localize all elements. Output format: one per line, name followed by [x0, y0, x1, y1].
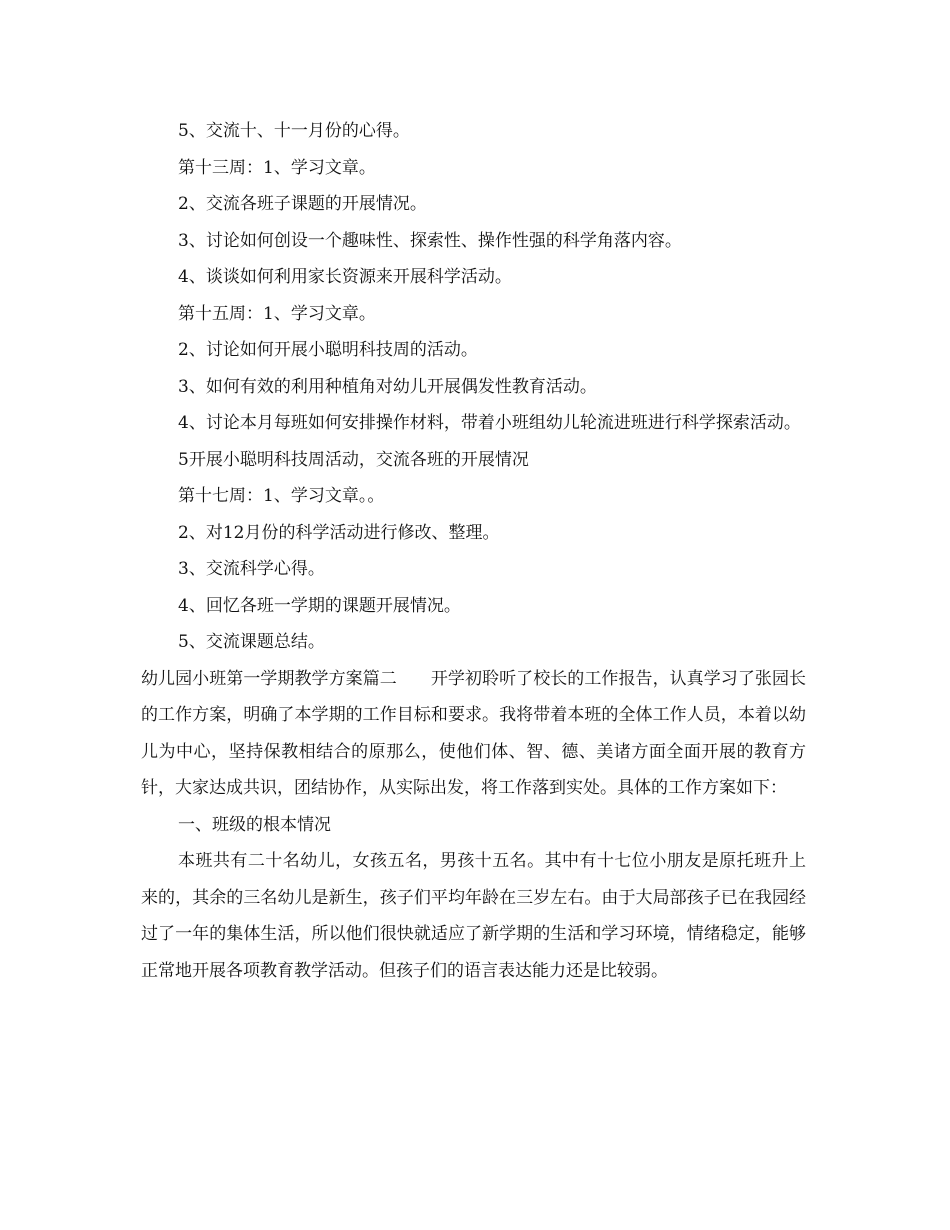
text-line: 4、回忆各班一学期的课题开展情况。 [178, 595, 461, 616]
text-line: 5、交流十、十一月份的心得。 [178, 121, 410, 141]
week-heading: 第十三周：1、学习文章。 [178, 157, 376, 178]
materials-paragraph: 4、讨论本月每班如何安排操作材料，带着小班组幼儿轮流进班进行科学探索活动。 [178, 413, 801, 433]
text-line: 3、如何有效的利用种植角对幼儿开展偶发性教育活动。 [178, 376, 597, 397]
plan-title: 幼儿园小班第一学期教学方案篇二 [141, 668, 397, 689]
section-heading: 一、班级的根本情况 [178, 814, 331, 835]
text-line: 2、交流各班子课题的开展情况。 [178, 194, 427, 214]
plan-paragraph [141, 661, 806, 807]
text-line: 2、讨论如何开展小聪明科技周的活动。 [178, 340, 478, 360]
text-line: 4、谈谈如何利用家长资源来开展科学活动。 [178, 267, 512, 287]
text-line: 5、交流课题总结。 [178, 632, 325, 652]
text-line: 5开展小聪明科技周活动，交流各班的开展情况 [178, 449, 529, 470]
document-body [141, 113, 806, 989]
text-line: 3、交流科学心得。 [178, 559, 325, 579]
week-heading: 第十五周：1、学习文章。 [178, 303, 376, 324]
class-situation-paragraph: 本班共有二十名幼儿，女孩五名，男孩十五名。其中有十七位小朋友是原托班升上来的，其余的三名幼儿是新生，孩子们平均年龄在三岁左右。由于大局部孩子已在我园经过了一年的集体生活，所以他们很快就适应了新学期的生活和学习环境，情绪稳定，能够正常地开展各项教育教学活动。但孩子们的语言表达能力还是比较弱。 [141, 851, 806, 981]
plan-intro: 开学初聆听了校长的工作报告，认真学习了张园长的工作方案，明确了本学期的工作目标和要求。我将带着本班的全体工作人员，本着以幼儿为中心，坚持保教相结合的原那么，使他们体、智、德、美诸方面全面开展的教育方针，大家达成共识，团结协作，从实际出发，将工作落到实处。具体的工作方案如下： [141, 668, 807, 798]
text-line: 3、讨论如何创设一个趣味性、探索性、操作性强的科学角落内容。 [178, 230, 682, 251]
text-line: 2、对12月份的科学活动进行修改、整理。 [178, 522, 500, 543]
week-heading: 第十七周：1、学习文章。。 [178, 486, 385, 506]
